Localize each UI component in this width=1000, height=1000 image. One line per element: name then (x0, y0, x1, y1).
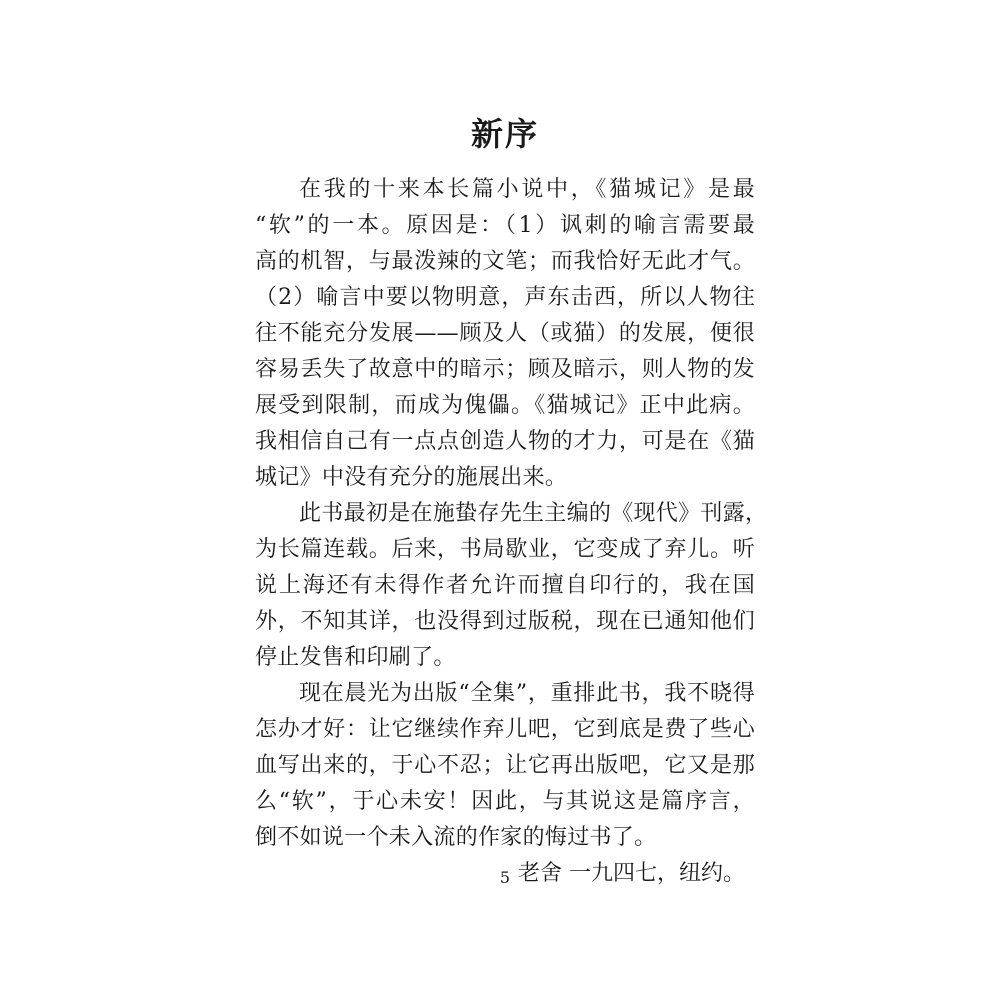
paragraph-1-line: 展受到限制，而成为傀儡。《猫城记》正中此病。 (255, 393, 755, 418)
paragraph-1-line: 在我的十来本长篇小说中，《猫城记》是最 (299, 177, 755, 202)
paragraph-3-line: 倒不如说一个未入流的作家的悔过书了。 (255, 825, 657, 850)
paragraph-3-line: 么“软”，于心未安！因此，与其说这是篇序言， (255, 789, 755, 814)
paragraph-3-line: 现在晨光为出版“全集”，重排此书，我不晓得 (299, 681, 755, 706)
paragraph-1-line: 我相信自己有一点点创造人物的才力，可是在《猫 (255, 429, 755, 454)
document-page (255, 0, 768, 1000)
paragraph-2-line: 为长篇连载。后来，书局歇业，它变成了弃儿。听 (255, 537, 755, 562)
paragraph-2-line: 说上海还有未得作者允许而擅自印行的，我在国 (255, 573, 755, 598)
paragraph-1-line: 高的机智，与最泼辣的文笔；而我恰好无此才气。 (255, 249, 755, 274)
paragraph-1-line: 容易丢失了故意中的暗示；顾及暗示，则人物的发 (255, 357, 755, 382)
page-number: 5 (499, 868, 511, 887)
paragraph-3-line: 血写出来的，于心不忍；让它再出版吧，它又是那 (255, 753, 755, 778)
paragraph-3-line: 怎办才好：让它继续作弃儿吧，它到底是费了些心 (255, 717, 755, 742)
preface-body (255, 172, 768, 892)
paragraph-1-line: （2）喻言中要以物明意，声东击西，所以人物往 (255, 285, 755, 310)
paragraph-2-line: 停止发售和印刷了。 (255, 645, 456, 670)
paragraph-1-line: 城记》中没有充分的施展出来。 (255, 465, 568, 490)
page-title: 新序 (470, 115, 539, 153)
paragraph-1-line: “软”的一本。原因是：（1）讽刺的喻言需要最 (255, 213, 755, 238)
author-signature: 老舍 一九四七，纽约。 (518, 861, 745, 886)
paragraph-2-line: 此书最初是在施蛰存先生主编的《现代》刊露， (299, 501, 768, 526)
paragraph-1-line: 往不能充分发展——顾及人（或猫）的发展，便很 (255, 321, 755, 346)
paragraph-2-line: 外，不知其详，也没得到过版税，现在已通知他们 (255, 609, 755, 634)
